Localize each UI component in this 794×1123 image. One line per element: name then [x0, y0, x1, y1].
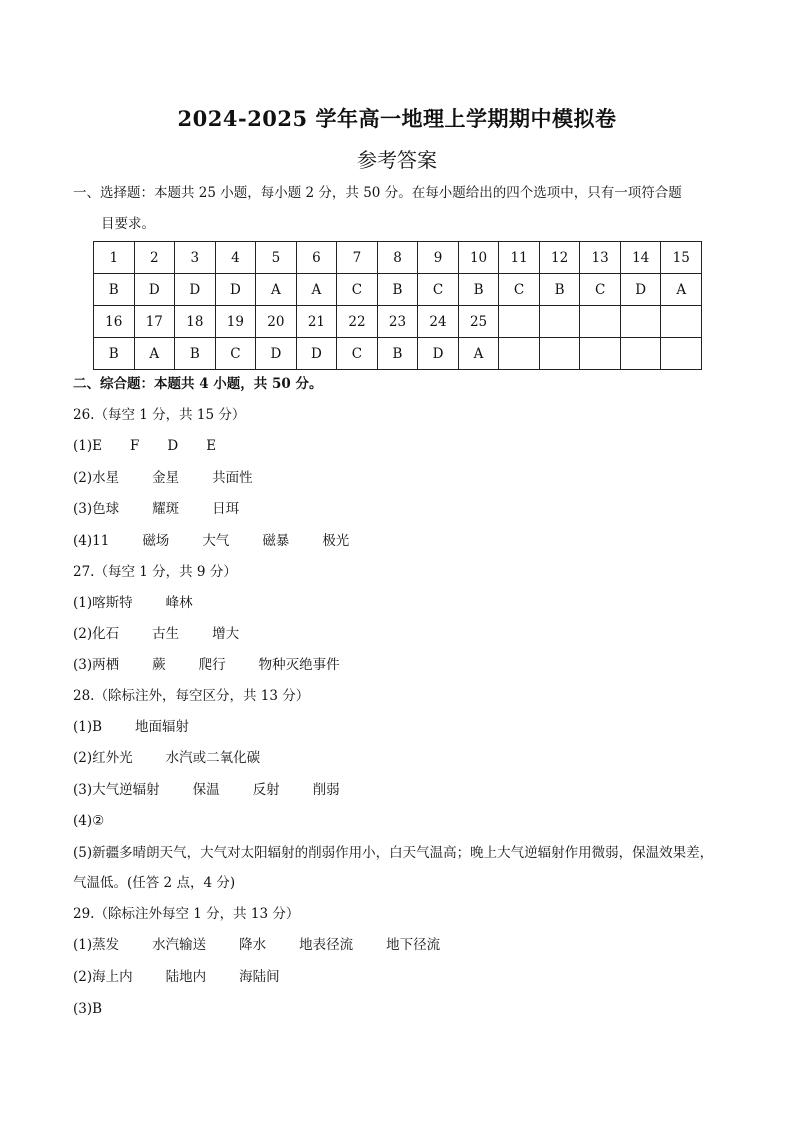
answer-blank: 地表径流 — [299, 937, 354, 953]
answer-blank: (4)11 — [73, 533, 110, 549]
q26-part2 — [73, 472, 253, 486]
answer-blank: 爬行 — [198, 657, 226, 673]
q29-part1 — [73, 939, 440, 953]
q29-part2 — [73, 971, 280, 985]
q28-part2 — [73, 752, 260, 766]
answer-table-cell: 22 — [337, 306, 378, 338]
q27-part2 — [73, 628, 239, 642]
answer-blank: (3)色球 — [73, 501, 120, 517]
answer-table-cell: B — [539, 274, 580, 306]
answer-table-cell: C — [418, 274, 459, 306]
answer-table-cell — [580, 306, 621, 338]
answer-table-cell: C — [499, 274, 540, 306]
answer-table-cell: 17 — [134, 306, 175, 338]
answer-blank: 增大 — [212, 626, 240, 642]
answer-blank: 金星 — [152, 470, 180, 486]
answer-table-row — [94, 242, 702, 274]
answer-blank: 物种灭绝事件 — [258, 657, 340, 673]
answer-table-cell — [620, 338, 661, 370]
answer-table-row — [94, 306, 702, 338]
answer-table-cell: 15 — [661, 242, 702, 274]
answer-table-cell: 14 — [620, 242, 661, 274]
answer-table-cell: 20 — [256, 306, 297, 338]
answer-table-cell: C — [337, 274, 378, 306]
q26-part1 — [73, 440, 216, 454]
answer-table-cell — [661, 338, 702, 370]
q29-heading: 29.（除标注外每空 1 分，共 13 分） — [73, 906, 300, 922]
answer-table-cell: D — [215, 274, 256, 306]
page-subtitle: 参考答案 — [357, 148, 437, 172]
answer-table-cell: 16 — [94, 306, 135, 338]
answer-blank: 大气 — [202, 533, 230, 549]
q28-part5-line1: (5)新疆多晴朗天气，大气对太阳辐射的削弱作用小，白天气温高；晚上大气逆辐射作用微弱，保温效果差， — [73, 845, 714, 861]
q29-part3: (3)B — [73, 1001, 103, 1017]
answer-table-cell: 23 — [377, 306, 418, 338]
answer-blank: 保温 — [192, 782, 220, 798]
answer-table-cell — [539, 306, 580, 338]
q28-part3 — [73, 784, 340, 798]
answer-blank: 陆地内 — [165, 969, 207, 985]
answer-table-cell: A — [134, 338, 175, 370]
answer-table-cell: D — [256, 338, 297, 370]
answer-blank: 地面辐射 — [135, 719, 190, 735]
answer-blank: 反射 — [252, 782, 280, 798]
answer-table-cell — [580, 338, 621, 370]
answer-table-cell: A — [458, 338, 499, 370]
section2-intro: 二、综合题：本题共 4 小题，共 50 分。 — [73, 376, 323, 392]
section1-intro-line2: 目要求。 — [101, 216, 155, 232]
q26-part4 — [73, 535, 349, 549]
answer-blank: (1)E — [73, 438, 102, 454]
answer-blank: 蕨 — [152, 657, 166, 673]
answer-blank: (3)两栖 — [73, 657, 120, 673]
answer-blank: 地下径流 — [386, 937, 441, 953]
answer-blank: (2)化石 — [73, 626, 120, 642]
answer-table-row — [94, 274, 702, 306]
answer-table-cell — [539, 338, 580, 370]
answer-blank: (2)红外光 — [73, 750, 133, 766]
answer-table-cell: 21 — [296, 306, 337, 338]
section1-intro-line1: 一、选择题：本题共 25 小题，每小题 2 分，共 50 分。在每小题给出的四个选项中，只有一项符合题 — [73, 185, 682, 201]
q27-part3 — [73, 659, 340, 673]
answer-table-cell — [620, 306, 661, 338]
answer-blank: 峰林 — [165, 595, 193, 611]
q26-heading: 26.（每空 1 分，共 15 分） — [73, 407, 246, 423]
q28-part5-line2: 气温低。(任答 2 点，4 分) — [73, 875, 236, 891]
answer-table-cell: B — [377, 338, 418, 370]
answer-table-cell: D — [418, 338, 459, 370]
answer-blank: 耀斑 — [152, 501, 180, 517]
answer-table-cell: C — [337, 338, 378, 370]
answer-table-cell: 1 — [94, 242, 135, 274]
answer-table-cell: D — [620, 274, 661, 306]
answer-table-cell: 4 — [215, 242, 256, 274]
answer-table-cell: A — [296, 274, 337, 306]
answer-blank: 共面性 — [212, 470, 253, 486]
q27-part1 — [73, 597, 193, 611]
answer-table-cell: 7 — [337, 242, 378, 274]
answer-blank: 降水 — [239, 937, 267, 953]
answer-table-cell: 18 — [175, 306, 216, 338]
answer-blank: 磁场 — [142, 533, 170, 549]
answer-blank: (1)喀斯特 — [73, 595, 133, 611]
answer-table-cell: B — [175, 338, 216, 370]
answer-table-cell: D — [134, 274, 175, 306]
answer-table-cell — [499, 306, 540, 338]
answer-blank: 极光 — [322, 533, 350, 549]
q28-heading: 28.（除标注外，每空区分，共 13 分） — [73, 688, 310, 704]
answer-table-cell: A — [256, 274, 297, 306]
answer-table-cell: 3 — [175, 242, 216, 274]
answer-table-cell: 6 — [296, 242, 337, 274]
answer-blank: (3)大气逆辐射 — [73, 782, 160, 798]
answer-table-cell: 13 — [580, 242, 621, 274]
answer-table-row — [94, 338, 702, 370]
answer-blank: (1)蒸发 — [73, 937, 120, 953]
answer-blank: 海陆间 — [239, 969, 280, 985]
q27-heading: 27.（每空 1 分，共 9 分） — [73, 564, 237, 580]
answer-table-cell: 25 — [458, 306, 499, 338]
answer-blank: 磁暴 — [262, 533, 290, 549]
answer-table-cell: 5 — [256, 242, 297, 274]
answer-blank: (2)海上内 — [73, 969, 133, 985]
q26-part3 — [73, 503, 239, 517]
answer-table-cell: B — [377, 274, 418, 306]
answer-table-cell: A — [661, 274, 702, 306]
answer-table-cell: 12 — [539, 242, 580, 274]
answer-table-cell: 8 — [377, 242, 418, 274]
answer-table-cell: 11 — [499, 242, 540, 274]
answer-blank: D — [167, 438, 179, 454]
answer-blank: 日珥 — [212, 501, 240, 517]
answer-blank: F — [129, 438, 140, 454]
answer-table-cell: D — [175, 274, 216, 306]
answer-table-cell: 19 — [215, 306, 256, 338]
answer-blank: (1)B — [73, 719, 103, 735]
answer-blank: 古生 — [152, 626, 180, 642]
answer-table-cell: C — [215, 338, 256, 370]
answer-table-cell: B — [458, 274, 499, 306]
answer-table-cell: 24 — [418, 306, 459, 338]
answer-table-cell: B — [94, 274, 135, 306]
q28-part4: (4)② — [73, 813, 105, 829]
answer-blank: 水汽或二氧化碳 — [165, 750, 261, 766]
answer-table-cell — [661, 306, 702, 338]
page-title: 2024-2025 学年高一地理上学期期中模拟卷 — [177, 106, 617, 131]
q28-part1 — [73, 721, 189, 735]
answer-blank: 削弱 — [312, 782, 340, 798]
answer-table-cell — [499, 338, 540, 370]
answer-table-cell: D — [296, 338, 337, 370]
answer-table — [93, 241, 702, 370]
answer-table-cell: 10 — [458, 242, 499, 274]
answer-table-cell: 2 — [134, 242, 175, 274]
answer-blank: 水汽输送 — [152, 937, 207, 953]
answer-table-cell: B — [94, 338, 135, 370]
answer-table-cell: 9 — [418, 242, 459, 274]
answer-blank: E — [206, 438, 217, 454]
answer-blank: (2)水星 — [73, 470, 120, 486]
answer-table-cell: C — [580, 274, 621, 306]
